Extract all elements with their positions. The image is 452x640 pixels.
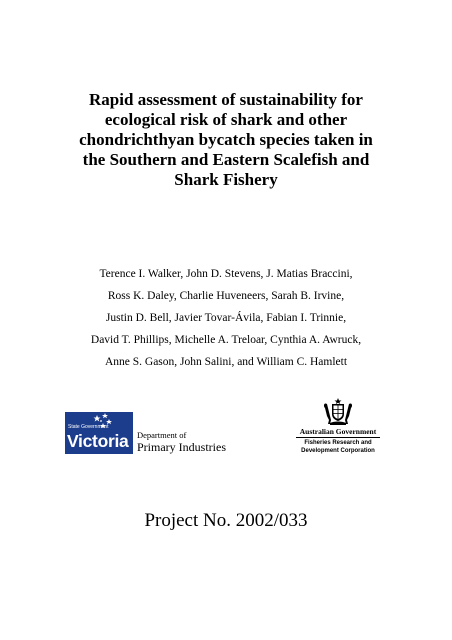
logo-divider [296, 437, 380, 438]
author-line: Justin D. Bell, Javier Tovar-Ávila, Fabian I. Trinnie, [105, 312, 347, 324]
author-list [30, 263, 422, 373]
title-line: Shark Fishery [174, 170, 278, 189]
victoria-wordmark: Victoria [67, 431, 129, 451]
department-of-label: Department of [137, 430, 187, 440]
title-line: ecological risk of shark and other [104, 110, 348, 129]
australian-government-frdc-logo [288, 398, 388, 460]
title-line: chondrichthyan bycatch species taken in [79, 130, 373, 149]
frdc-label-line2: Development Corporation [301, 448, 375, 454]
title-line: the Southern and Eastern Scalefish and [82, 150, 370, 169]
document-title [30, 90, 422, 190]
coat-of-arms-icon [321, 398, 355, 426]
author-line: Anne S. Gason, John Salini, and William C. Hamlett [104, 356, 348, 368]
author-line: David T. Phillips, Michelle A. Treloar, Cynthia A. Awruck, [90, 334, 362, 346]
department-name: Primary Industries [137, 440, 226, 454]
author-line: Terence I. Walker, John D. Stevens, J. Matias Braccini, [99, 268, 353, 280]
author-line: Ross K. Daley, Charlie Huveneers, Sarah B. Irvine, [107, 290, 345, 302]
victoria-logo-box [65, 412, 133, 454]
title-line: Rapid assessment of sustainability for [89, 90, 363, 109]
frdc-label-line1: Fisheries Research and [304, 440, 372, 446]
victoria-dpi-logo [65, 412, 225, 458]
australian-government-label: Australian Government [299, 427, 377, 436]
state-government-label: State Government [68, 424, 109, 430]
project-number: Project No. 2002/033 [144, 510, 308, 531]
